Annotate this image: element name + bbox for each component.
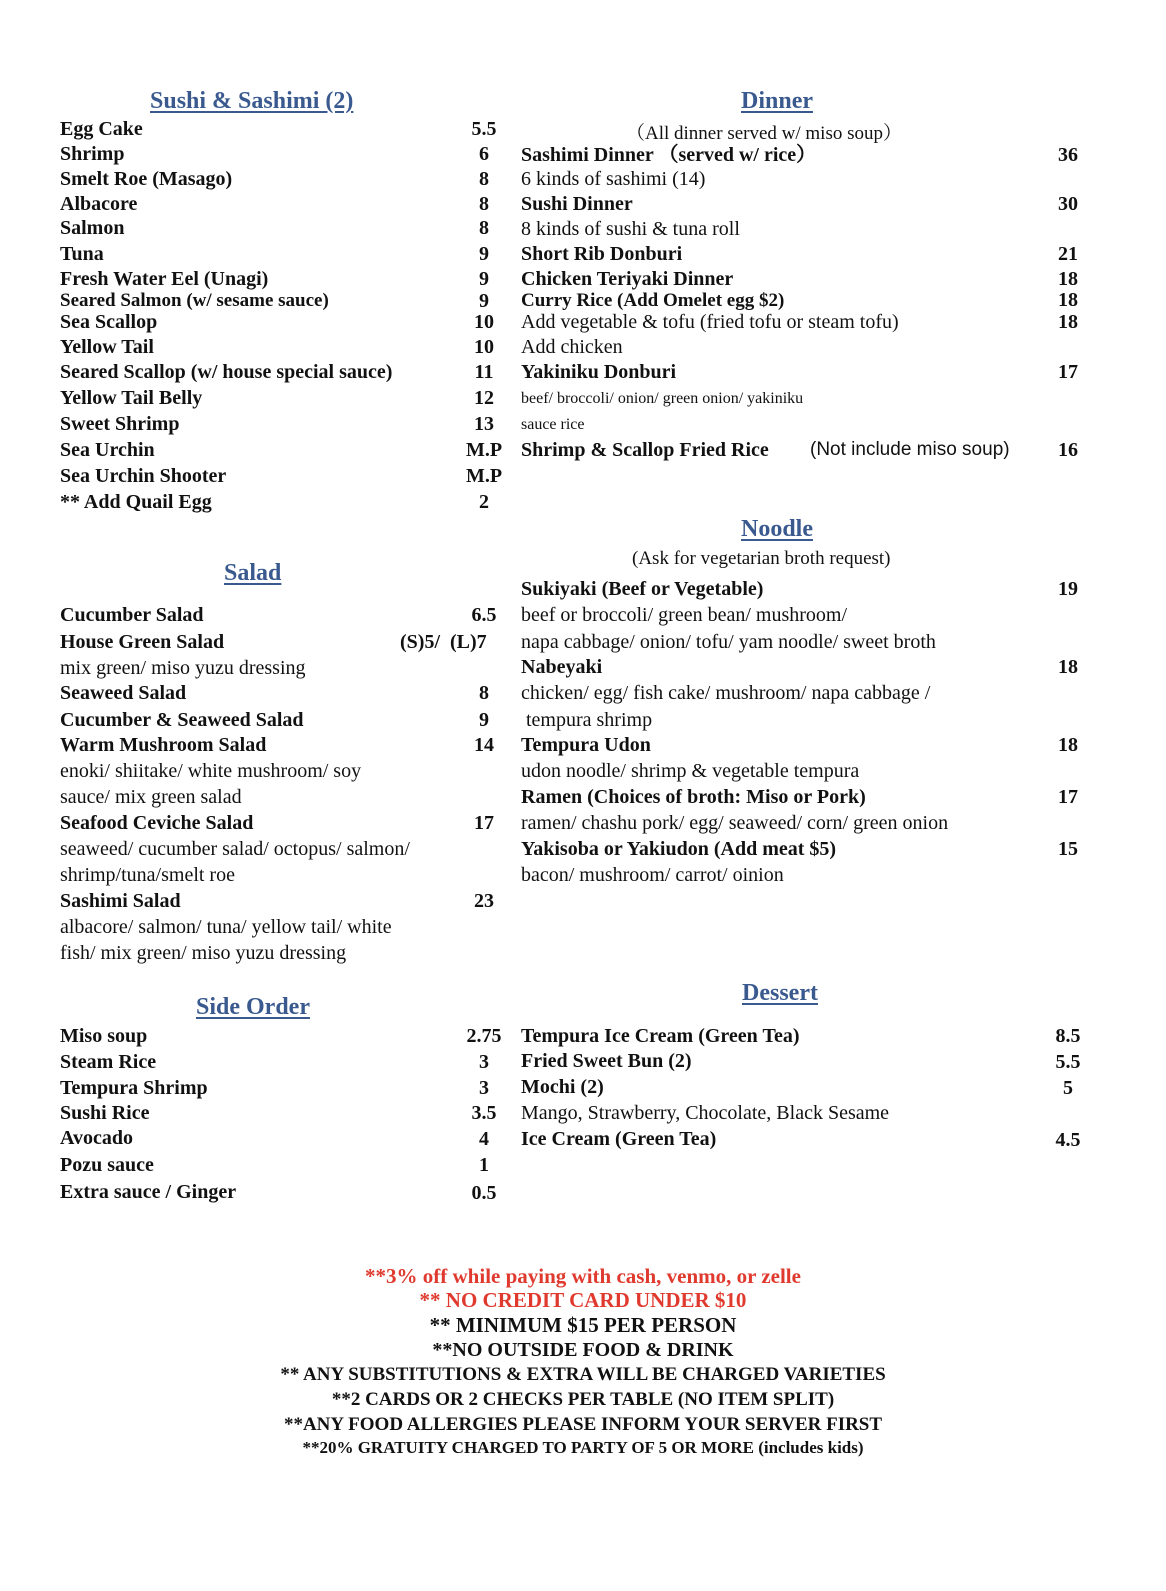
menu-item-price: 9 <box>479 290 489 312</box>
menu-item-price: 3 <box>479 1077 489 1099</box>
menu-item-name: Chicken Teriyaki Dinner <box>521 268 734 290</box>
menu-item-name: Salmon <box>60 217 125 239</box>
menu-item-name: Ice Cream (Green Tea) <box>521 1128 717 1150</box>
menu-item-name: Seaweed Salad <box>60 682 187 704</box>
menu-item-description: Add chicken <box>521 336 623 358</box>
cash-discount-notice: **3% off while paying with cash, venmo, or zelle <box>365 1264 801 1288</box>
menu-item-name: ** Add Quail Egg <box>60 491 212 513</box>
menu-item-price: 17 <box>474 812 494 834</box>
menu-item-name: Seared Salmon (w/ sesame sauce) <box>60 290 329 311</box>
menu-item-price: 8.5 <box>1055 1025 1081 1047</box>
menu-item-name: Avocado <box>60 1127 133 1149</box>
menu-item-price: M.P <box>465 439 503 461</box>
menu-item-price: 6 <box>479 143 489 165</box>
menu-item-price: 18 <box>1058 289 1078 311</box>
menu-item-price: 4 <box>479 1128 489 1150</box>
menu-item-name: Fresh Water Eel (Unagi) <box>60 268 269 290</box>
menu-item-price: 5.5 <box>471 118 497 140</box>
menu-item-price: 16 <box>1058 439 1078 461</box>
menu-item-description: Mango, Strawberry, Chocolate, Black Sesame <box>521 1102 890 1124</box>
menu-item-name: Pozu sauce <box>60 1154 154 1176</box>
menu-item-price: 36 <box>1058 144 1078 166</box>
menu-item-name: Yakiniku Donburi <box>521 361 677 383</box>
menu-item-price: 9 <box>479 268 489 290</box>
menu-item-price: 18 <box>1058 734 1078 756</box>
menu-item-price: 8 <box>479 217 489 239</box>
dinner-heading: Dinner <box>741 88 813 114</box>
menu-item-price: 5.5 <box>1055 1051 1081 1073</box>
menu-item-price: 2.75 <box>466 1025 502 1047</box>
menu-item-description: napa cabbage/ onion/ tofu/ yam noodle/ sweet broth <box>521 631 936 653</box>
sushi-heading: Sushi & Sashimi (2) <box>150 88 354 114</box>
menu-item-name: Extra sauce / Ginger <box>60 1181 237 1203</box>
menu-item-name: Miso soup <box>60 1025 148 1047</box>
menu-item-name: Cucumber Salad <box>60 604 204 626</box>
menu-item-name: Egg Cake <box>60 118 143 140</box>
menu-item-price: 10 <box>474 336 494 358</box>
menu-item-description: shrimp/tuna/smelt roe <box>60 864 235 886</box>
menu-item-description: beef or broccoli/ green bean/ mushroom/ <box>521 604 847 626</box>
menu-item-name: Sweet Shrimp <box>60 413 180 435</box>
menu-item-price: 18 <box>1058 311 1078 333</box>
menu-item-description: sauce rice <box>521 416 585 433</box>
menu-item-price: 10 <box>474 311 494 333</box>
menu-item-price: M.P <box>465 465 503 487</box>
menu-item-description: 8 kinds of sushi & tuna roll <box>521 218 740 240</box>
dinner-note: （All dinner served w/ miso soup） <box>626 123 903 144</box>
menu-item-name: Seared Scallop (w/ house special sauce) <box>60 361 393 383</box>
menu-item-price: 8 <box>479 682 489 704</box>
menu-item-name: Shrimp & Scallop Fried Rice <box>521 439 769 461</box>
menu-item-price: (S)5/ (L)7 <box>400 631 487 653</box>
menu-item-name: Sea Urchin Shooter <box>60 465 227 487</box>
menu-item-description: sauce/ mix green salad <box>60 786 242 808</box>
menu-item-price: 18 <box>1058 268 1078 290</box>
menu-item-name: Tempura Udon <box>521 734 651 756</box>
menu-item-name: House Green Salad <box>60 631 225 653</box>
menu-item-price: 8 <box>479 193 489 215</box>
menu-item-name: Yellow Tail Belly <box>60 387 203 409</box>
menu-item-price: 6.5 <box>471 604 497 626</box>
menu-item-price: 17 <box>1058 361 1078 383</box>
menu-item-name: Sashimi Dinner （served w/ rice） <box>521 144 817 166</box>
menu-item-name: Nabeyaki <box>521 656 603 678</box>
menu-item-price: 12 <box>474 387 494 409</box>
menu-item-name: Sukiyaki (Beef or Vegetable) <box>521 578 764 600</box>
outside-food-notice: **NO OUTSIDE FOOD & DRINK <box>432 1339 734 1361</box>
menu-item-name: Yellow Tail <box>60 336 154 358</box>
menu-item-name: Steam Rice <box>60 1051 157 1073</box>
menu-item-price: 19 <box>1058 578 1078 600</box>
menu-item-price: 3 <box>479 1051 489 1073</box>
menu-item-price: 8 <box>479 168 489 190</box>
substitutions-notice: ** ANY SUBSTITUTIONS & EXTRA WILL BE CHARGED VARIETIES <box>280 1364 886 1385</box>
menu-item-price: 9 <box>479 709 489 731</box>
menu-item-price: 14 <box>474 734 494 756</box>
menu-item-name: Sushi Rice <box>60 1102 150 1124</box>
menu-item-name: Sea Scallop <box>60 311 158 333</box>
menu-item-name: Warm Mushroom Salad <box>60 734 267 756</box>
menu-item-name: Tuna <box>60 243 104 265</box>
cards-checks-notice: **2 CARDS OR 2 CHECKS PER TABLE (NO ITEM SPLIT) <box>331 1389 835 1410</box>
menu-item-name: Fried Sweet Bun (2) <box>521 1050 692 1072</box>
menu-item-price: 3.5 <box>471 1102 497 1124</box>
menu-item-name: Smelt Roe (Masago) <box>60 168 233 190</box>
minimum-notice: ** MINIMUM $15 PER PERSON <box>429 1313 737 1337</box>
menu-item-name: Curry Rice (Add Omelet egg $2) <box>521 290 785 311</box>
menu-item-price: 5 <box>1063 1077 1073 1099</box>
noodle-heading: Noodle <box>741 516 813 542</box>
menu-item-note: (Not include miso soup) <box>810 439 1010 460</box>
menu-item-price: 4.5 <box>1055 1129 1081 1151</box>
credit-card-notice: ** NO CREDIT CARD UNDER $10 <box>419 1288 747 1312</box>
allergies-notice: **ANY FOOD ALLERGIES PLEASE INFORM YOUR SERVER FIRST <box>283 1414 883 1435</box>
menu-item-description: chicken/ egg/ fish cake/ mushroom/ napa cabbage / <box>521 682 931 704</box>
dessert-heading: Dessert <box>742 980 818 1006</box>
menu-item-name: Shrimp <box>60 143 125 165</box>
menu-item-price: 1 <box>479 1154 489 1176</box>
menu-item-price: 21 <box>1058 243 1078 265</box>
menu-item-price: 15 <box>1058 838 1078 860</box>
gratuity-notice: **20% GRATUITY CHARGED TO PARTY OF 5 OR MORE (includes kids) <box>302 1438 864 1457</box>
menu-item-description: fish/ mix green/ miso yuzu dressing <box>60 942 347 964</box>
salad-heading: Salad <box>224 560 282 586</box>
menu-item-name: Seafood Ceviche Salad <box>60 812 254 834</box>
menu-item-description: tempura shrimp <box>521 709 653 731</box>
noodle-note: (Ask for vegetarian broth request) <box>632 548 891 569</box>
menu-item-name: Ramen (Choices of broth: Miso or Pork) <box>521 786 866 808</box>
menu-item-description: enoki/ shiitake/ white mushroom/ soy <box>60 760 362 782</box>
menu-item-price: 2 <box>479 491 489 513</box>
menu-item-price: 23 <box>474 890 494 912</box>
menu-item-name: Mochi (2) <box>521 1076 604 1098</box>
menu-item-name: Cucumber & Seaweed Salad <box>60 709 304 731</box>
menu-item-description: ramen/ chashu pork/ egg/ seaweed/ corn/ green onion <box>521 812 949 834</box>
menu-item-description: 6 kinds of sashimi (14) <box>521 168 706 190</box>
menu-item-description: udon noodle/ shrimp & vegetable tempura <box>521 760 860 782</box>
menu-item-description: bacon/ mushroom/ carrot/ oinion <box>521 864 784 886</box>
menu-item-name: Sashimi Salad <box>60 890 181 912</box>
menu-item-name: Albacore <box>60 193 138 215</box>
menu-item-price: 0.5 <box>471 1182 497 1204</box>
menu-item-price: 30 <box>1058 193 1078 215</box>
menu-item-price: 9 <box>479 243 489 265</box>
menu-item-name: Sushi Dinner <box>521 193 633 215</box>
menu-item-price: 18 <box>1058 656 1078 678</box>
menu-item-description: albacore/ salmon/ tuna/ yellow tail/ white <box>60 916 392 938</box>
menu-item-name: Short Rib Donburi <box>521 243 683 265</box>
menu-item-price: 17 <box>1058 786 1078 808</box>
menu-item-description: beef/ broccoli/ onion/ green onion/ yakiniku <box>521 390 804 407</box>
menu-item-description: mix green/ miso yuzu dressing <box>60 657 306 679</box>
menu-item-description: Add vegetable & tofu (fried tofu or steam tofu) <box>521 311 899 333</box>
menu-item-name: Yakisoba or Yakiudon (Add meat $5) <box>521 838 837 860</box>
side-order-heading: Side Order <box>196 994 310 1020</box>
menu-item-name: Tempura Ice Cream (Green Tea) <box>521 1025 800 1047</box>
menu-item-price: 11 <box>474 361 494 383</box>
menu-item-name: Tempura Shrimp <box>60 1077 208 1099</box>
menu-item-name: Sea Urchin <box>60 439 155 461</box>
menu-item-price: 13 <box>474 413 494 435</box>
menu-item-description: seaweed/ cucumber salad/ octopus/ salmon/ <box>60 838 410 860</box>
